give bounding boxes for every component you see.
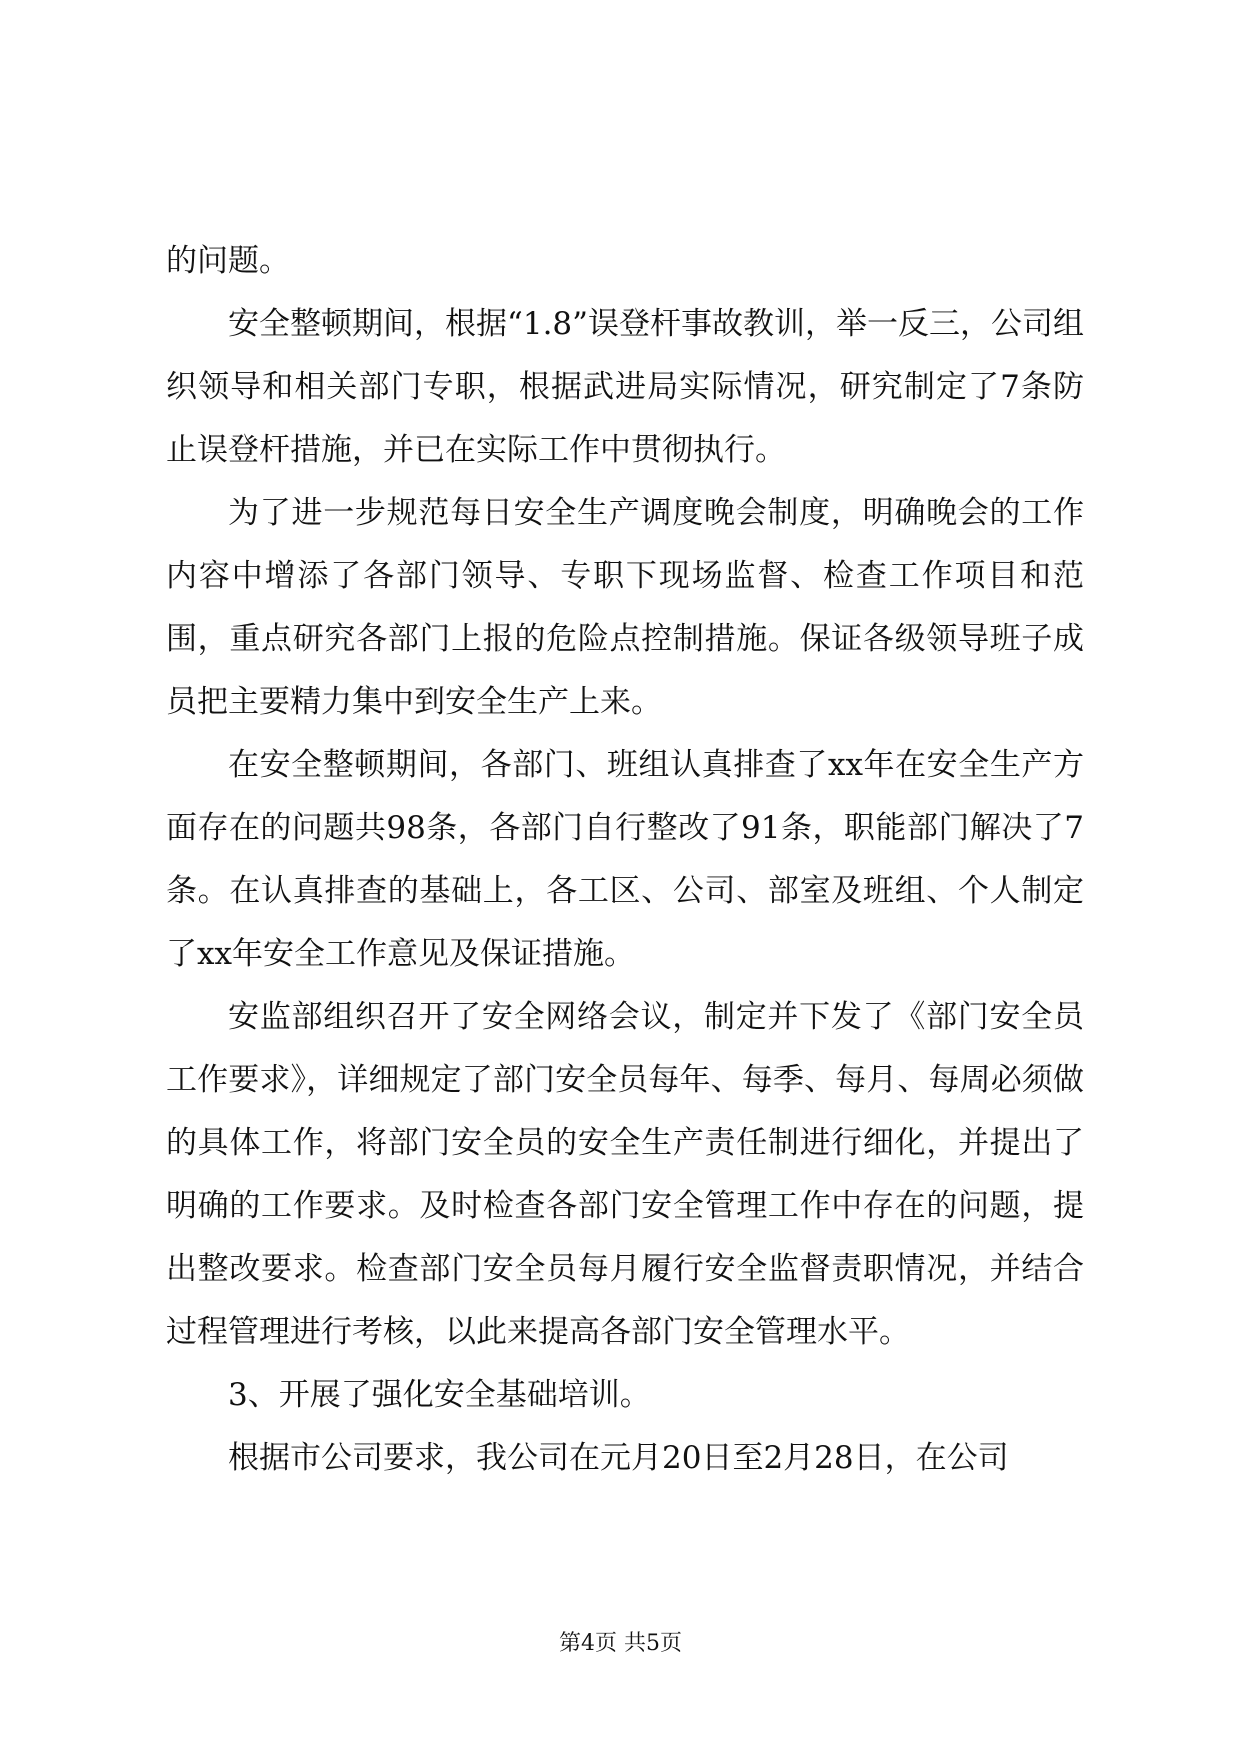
paragraph-5: 安监部组织召开了安全网络会议，制定并下发了《部门安全员工作要求》，详细规定了部门安全员每年、每季、每月、每周必须做的具体工作，将部门安全员的安全生产责任制进行细化，并提出了明确的工作要求。及时检查各部门安全管理工作中存在的问题，提出整改要求。检查部门安全员每月履行安全监督责职情况，并结合过程管理进行考核，以此来提高各部门安全管理水平。 [166, 999, 1084, 1350]
section-heading: 3、开展了强化安全基础培训。 [228, 1377, 651, 1413]
document-body [166, 230, 1084, 1490]
page-number-footer: 第4页 共5页 [559, 1631, 682, 1656]
paragraph-1: 的问题。 [166, 243, 290, 279]
paragraph-2: 安全整顿期间，根据“1.8”误登杆事故教训，举一反三，公司组织领导和相关部门专职，根据武进局实际情况，研究制定了7条防止误登杆措施，并已在实际工作中贯彻执行。 [166, 306, 1084, 468]
paragraph-4: 在安全整顿期间，各部门、班组认真排查了xx年在安全生产方面存在的问题共98条，各部门自行整改了91条，职能部门解决了7条。在认真排查的基础上，各工区、公司、部室及班组、个人制定了xx年安全工作意见及保证措施。 [166, 747, 1084, 972]
paragraph-7: 根据市公司要求，我公司在元月20日至2月28日，在公司 [228, 1440, 1009, 1476]
paragraph-3: 为了进一步规范每日安全生产调度晚会制度，明确晚会的工作内容中增添了各部门领导、专职下现场监督、检查工作项目和范围，重点研究各部门上报的危险点控制措施。保证各级领导班子成员把主要精力集中到安全生产上来。 [166, 495, 1084, 720]
